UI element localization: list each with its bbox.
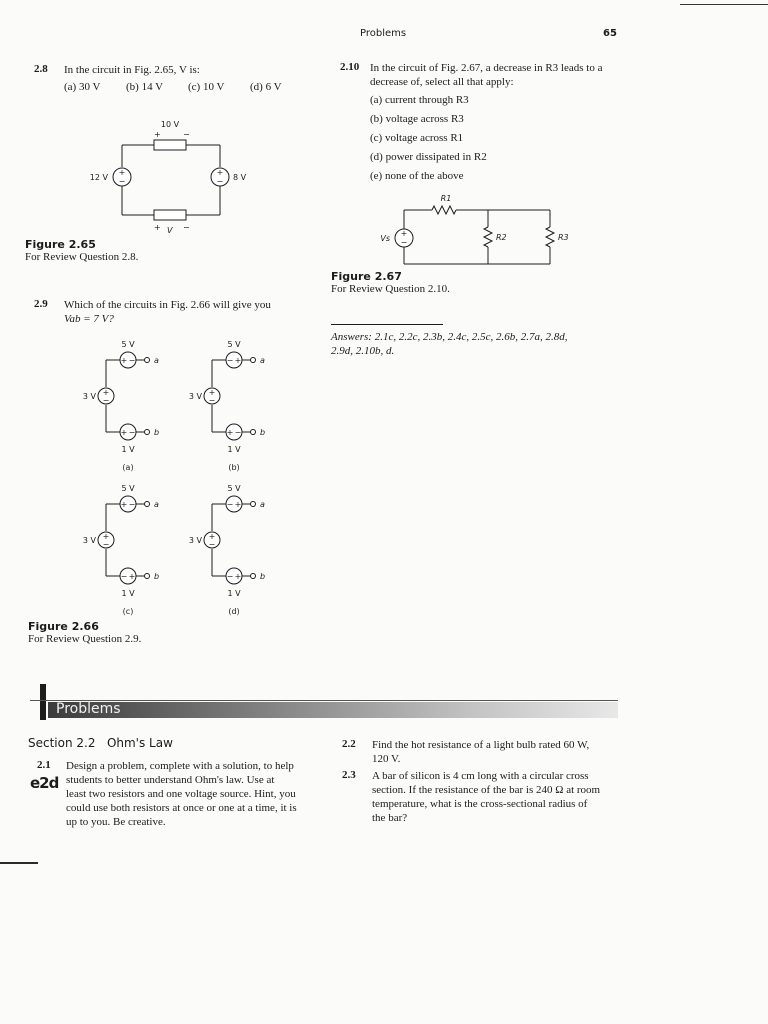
fig67-vs-label: Vs — [380, 234, 390, 243]
circuit-a — [70, 336, 190, 474]
problem-text-3: least two resistors and one voltage source. Hint, you — [66, 788, 296, 800]
problem-text-4: the bar? — [372, 812, 408, 824]
bottom-source-voltage: 1 V — [227, 589, 241, 598]
question-text-2: decrease of, select all that apply: — [370, 76, 514, 88]
figure-label: Figure 2.67 — [331, 270, 402, 283]
banner-title: Problems — [56, 701, 121, 717]
question-text: In the circuit of Fig. 2.67, a decrease in R3 leads to a — [370, 62, 603, 74]
top-source-voltage: 5 V — [121, 340, 135, 349]
fig65-left-voltage: 12 V — [89, 173, 108, 182]
bottom-source-voltage: 1 V — [121, 589, 135, 598]
circuit-c — [70, 480, 190, 618]
problem-number: 2.1 — [37, 759, 51, 771]
svg-text:−: − — [128, 356, 136, 365]
circuit-caption: (b) — [228, 463, 240, 472]
question-text-2: Vab = 7 V? — [64, 313, 114, 325]
problem-text-4: could use both resistors at once or one at a time, it is — [66, 802, 297, 814]
middle-source-voltage: 3 V — [82, 392, 96, 401]
option-a: (a) current through R3 — [370, 94, 469, 106]
svg-text:+: + — [234, 500, 242, 509]
terminal-a: a — [154, 356, 159, 365]
svg-text:+: + — [120, 500, 128, 509]
circuit-caption: (a) — [122, 463, 134, 472]
terminal-b: b — [260, 428, 266, 437]
svg-text:−: − — [234, 428, 242, 437]
option-c: (c) voltage across R1 — [370, 132, 464, 144]
svg-text:+: + — [216, 168, 224, 177]
svg-text:+: + — [154, 130, 161, 139]
bottom-source-voltage: 1 V — [227, 445, 241, 454]
option-d: (d) 6 V — [250, 81, 282, 93]
svg-text:−: − — [118, 177, 126, 186]
problem-text-1: Design a problem, complete with a solution, to help — [66, 760, 294, 772]
figure-caption: For Review Question 2.9. — [28, 633, 142, 645]
svg-text:+: + — [120, 428, 128, 437]
figure-caption: For Review Question 2.8. — [25, 251, 139, 263]
svg-text:+: + — [154, 223, 161, 232]
svg-text:−: − — [208, 396, 216, 405]
top-source-voltage: 5 V — [227, 484, 241, 493]
svg-text:−: − — [128, 500, 136, 509]
svg-text:−: − — [102, 396, 110, 405]
terminal-b: b — [260, 572, 266, 581]
fig67-r3-label: R3 — [558, 233, 569, 242]
svg-text:+: + — [128, 572, 136, 581]
option-e: (e) none of the above — [370, 170, 464, 182]
svg-text:−: − — [226, 356, 234, 365]
bottom-source-voltage: 1 V — [121, 445, 135, 454]
svg-text:−: − — [183, 223, 190, 232]
svg-text:+: + — [102, 388, 110, 397]
terminal-b: b — [154, 428, 160, 437]
circuit-caption: (c) — [122, 607, 134, 616]
question-text: In the circuit in Fig. 2.65, V is: — [64, 64, 200, 76]
svg-text:−: − — [128, 428, 136, 437]
fig65-top-voltage: 10 V — [160, 120, 180, 129]
answers-line-1: Answers: 2.1c, 2.2c, 2.3b, 2.4c, 2.5c, 2.6b, 2.7a, 2.8d, — [331, 331, 568, 343]
problem-number: 2.3 — [342, 769, 356, 781]
circuit-b — [176, 336, 296, 474]
svg-text:+: + — [226, 428, 234, 437]
svg-text:+: + — [120, 356, 128, 365]
svg-text:−: − — [226, 500, 234, 509]
terminal-a: a — [260, 500, 265, 509]
option-a: (a) 30 V — [64, 81, 101, 93]
problem-text-3: temperature, what is the cross-sectional radius of — [372, 798, 588, 810]
svg-text:+: + — [234, 572, 242, 581]
problems-banner — [48, 702, 618, 718]
figure-label: Figure 2.66 — [28, 620, 99, 633]
section-title: Ohm's Law — [106, 736, 173, 750]
terminal-a: a — [260, 356, 265, 365]
svg-text:+: + — [102, 532, 110, 541]
svg-text:−: − — [183, 130, 190, 139]
corner-rule — [680, 4, 768, 5]
svg-text:−: − — [208, 540, 216, 549]
middle-source-voltage: 3 V — [188, 392, 202, 401]
terminal-a: a — [154, 500, 159, 509]
problem-text-2: section. If the resistance of the bar is 240 Ω at room — [372, 784, 601, 796]
option-b: (b) 14 V — [126, 81, 164, 93]
banner-tab — [40, 684, 46, 720]
problem-text-2: students to better understand Ohm's law. Use at — [66, 774, 275, 786]
question-number: 2.9 — [34, 298, 48, 310]
svg-text:−: − — [216, 177, 224, 186]
fig65-right-voltage: 8 V — [233, 173, 247, 182]
svg-text:−: − — [226, 572, 234, 581]
svg-text:−: − — [102, 540, 110, 549]
figure-2-67-circuit — [370, 192, 590, 272]
option-b: (b) voltage across R3 — [370, 113, 464, 125]
svg-text:+: + — [118, 168, 126, 177]
question-number: 2.10 — [340, 61, 360, 73]
svg-text:+: + — [208, 532, 216, 541]
svg-text:+: + — [208, 388, 216, 397]
middle-source-voltage: 3 V — [188, 536, 202, 545]
option-c: (c) 10 V — [188, 81, 225, 93]
fig67-r2-label: R2 — [496, 233, 507, 242]
problem-text-5: up to you. Be creative. — [66, 816, 166, 828]
section-label — [28, 736, 173, 750]
scan-mark — [0, 862, 38, 864]
middle-source-voltage: 3 V — [82, 536, 96, 545]
design-badge-icon: e2d — [30, 774, 59, 792]
section-number: Section 2.2 — [28, 736, 96, 750]
answers-line-2: 2.9d, 2.10b, d. — [331, 345, 395, 357]
problem-text-1: Find the hot resistance of a light bulb rated 60 W, — [372, 739, 590, 751]
top-source-voltage: 5 V — [121, 484, 135, 493]
page-number: 65 — [603, 28, 617, 39]
fig67-r1-label: R1 — [440, 194, 452, 203]
option-d: (d) power dissipated in R2 — [370, 151, 487, 163]
svg-text:−: − — [400, 238, 408, 247]
svg-text:+: + — [400, 229, 408, 238]
fig65-bottom-voltage: V — [167, 226, 173, 235]
figure-caption: For Review Question 2.10. — [331, 283, 450, 295]
question-text: Which of the circuits in Fig. 2.66 will give you — [64, 299, 271, 311]
running-header: Problems — [360, 28, 407, 39]
circuit-caption: (d) — [228, 607, 240, 616]
top-source-voltage: 5 V — [227, 340, 241, 349]
svg-text:−: − — [120, 572, 128, 581]
problem-text-2: 120 V. — [372, 753, 401, 765]
svg-text:+: + — [234, 356, 242, 365]
figure-2-65-circuit — [80, 115, 270, 240]
answers-rule — [331, 324, 443, 325]
figure-label: Figure 2.65 — [25, 238, 96, 251]
terminal-b: b — [154, 572, 160, 581]
problem-text-1: A bar of silicon is 4 cm long with a circular cross — [372, 770, 589, 782]
circuit-d — [176, 480, 296, 618]
problem-number: 2.2 — [342, 738, 356, 750]
question-number: 2.8 — [34, 63, 48, 75]
